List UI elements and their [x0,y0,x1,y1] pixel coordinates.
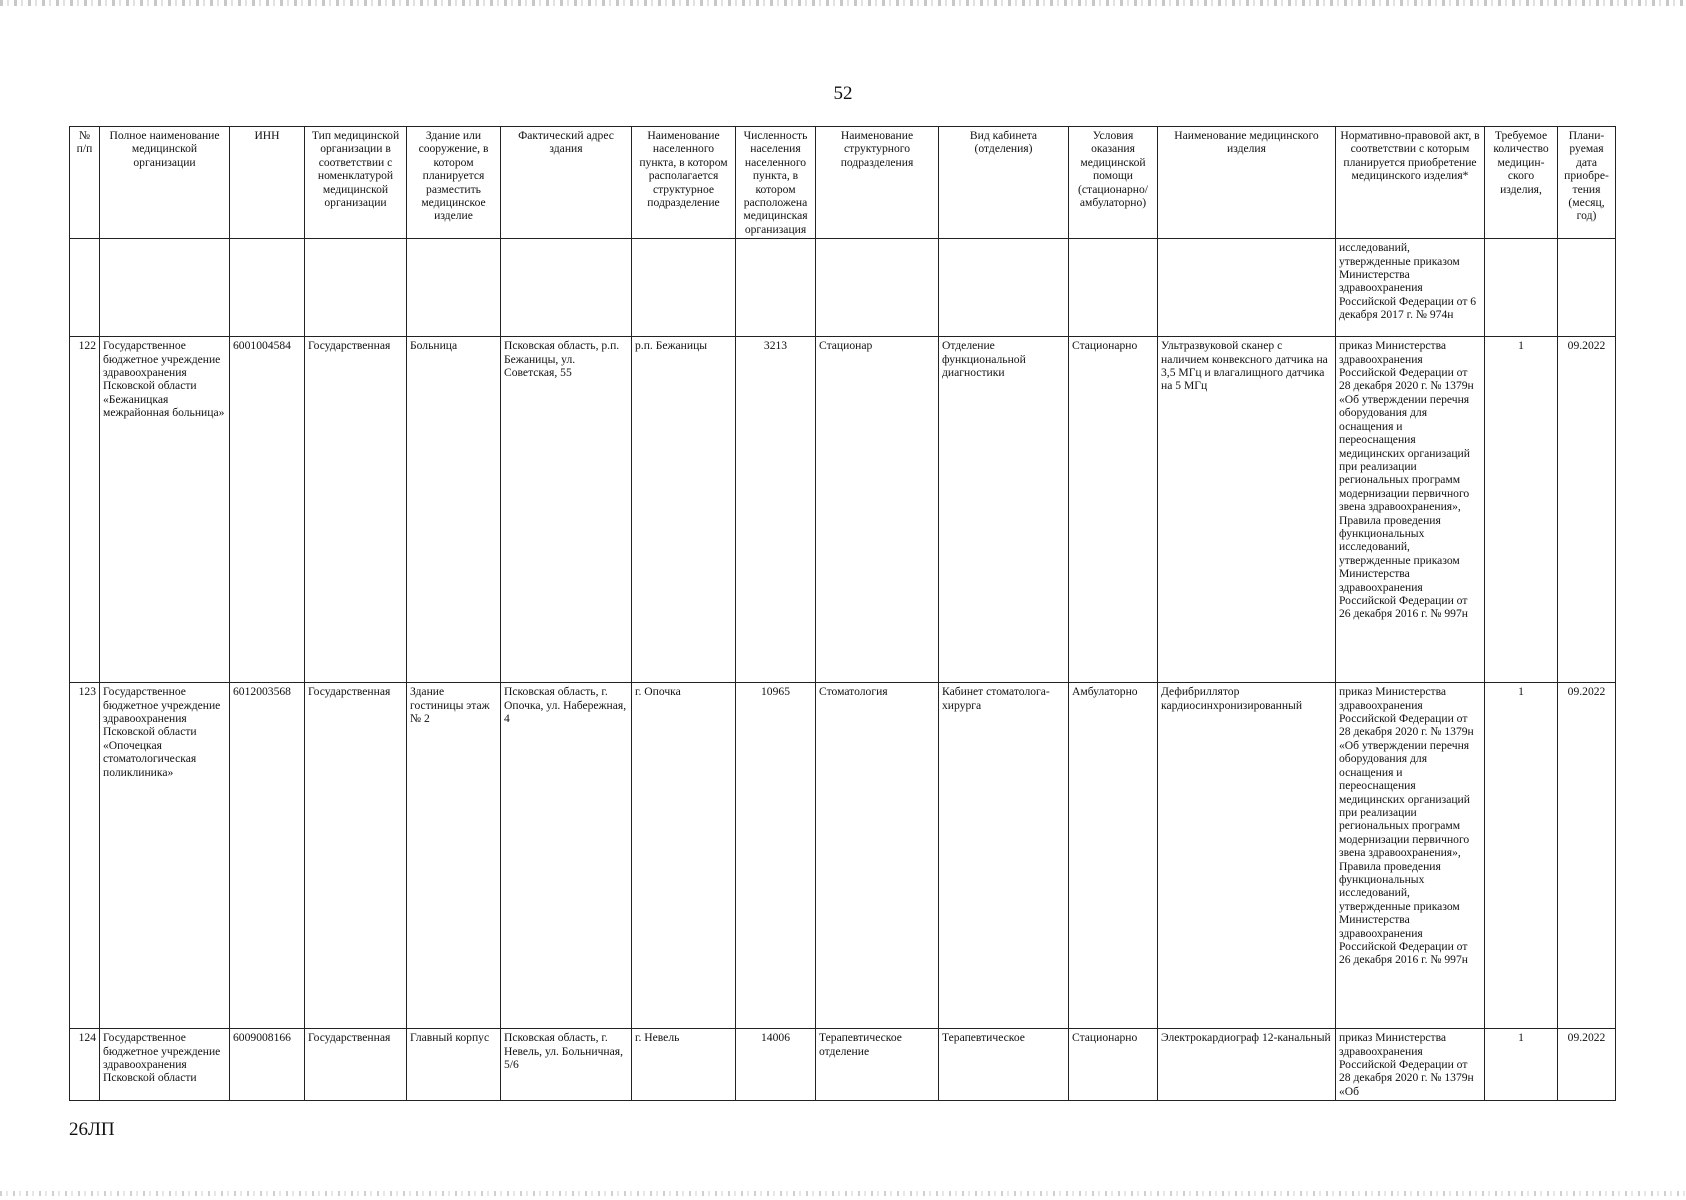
population: 10965 [736,683,816,1029]
header-cell: Наименование населенного пункта, в котором располагается структурное подразделение [632,127,736,239]
inn: 6009008166 [230,1029,305,1101]
act: приказ Министерства здравоохранения Российской Федерации от 28 декабря 2020 г. № 1379н «Об утверждении перечня оборудования для оснащения и переоснащения медицинских организаций при реализации региональных программ модернизации первичного звена здравоохранения», Правила проведения функциональных исследований, утвержденные приказом Министерства здравоохранения Российской Федерации от 26 декабря 2016 г. № 997н [1336,337,1485,683]
table-row [70,337,1616,683]
building: Здание гостиницы этаж № 2 [407,683,501,1029]
device: Электрокардиограф 12-канальный [1158,1029,1336,1101]
header-cell: Здание или сооружение, в котором планируется разместить медицинское изделие [407,127,501,239]
cabinet: Кабинет стоматолога-хирурга [939,683,1069,1029]
locality: р.п. Бежаницы [632,337,736,683]
population: 14006 [736,1029,816,1101]
header-cell: Наименование структурного подразделения [816,127,939,239]
header-cell: Тип медицинской организации в соответствии с номенклатурой медицинской организации [305,127,407,239]
inn: 6012003568 [230,683,305,1029]
org-type: Государственная [305,683,407,1029]
header-cell: Нормативно-правовой акт, в соответствии с которым планируется приобретение медицинского изделия* [1336,127,1485,239]
header-cell: Условия оказания медицинской помощи (стационарно/ амбулаторно) [1069,127,1158,239]
conditions: Амбулаторно [1069,683,1158,1029]
cabinet: Терапевтическое [939,1029,1069,1101]
header-cell: № п/п [70,127,100,239]
row-number: 124 [70,1029,100,1101]
page-number: 52 [833,83,853,104]
locality: г. Опочка [632,683,736,1029]
inn: 6001004584 [230,337,305,683]
unit: Терапевтическое отделение [816,1029,939,1101]
scan-edge-top [0,0,1686,6]
date: 09.2022 [1558,337,1616,683]
building: Главный корпус [407,1029,501,1101]
org-type: Государственная [305,1029,407,1101]
header-cell: Численность населения населенного пункта, в котором расположена медицинская организация [736,127,816,239]
unit: Стационар [816,337,939,683]
address: Псковская область, р.п. Бежаницы, ул. Советская, 55 [501,337,632,683]
cabinet: Отделение функциональной диагностики [939,337,1069,683]
org-name: Государственное бюджетное учреждение здравоохранения Псковской области [100,1029,230,1101]
table-row [70,1029,1616,1101]
conditions: Стационарно [1069,1029,1158,1101]
equipment-table [69,126,1616,1101]
org-name: Государственное бюджетное учреждение здравоохранения Псковской области «Опочецкая стоматологическая поликлиника» [100,683,230,1029]
scan-edge-bottom [0,1191,1686,1196]
org-type: Государственная [305,337,407,683]
unit: Стоматология [816,683,939,1029]
device: Дефибриллятор кардиосинхронизированный [1158,683,1336,1029]
address: Псковская область, г. Невель, ул. Больничная, 5/6 [501,1029,632,1101]
row-number: 122 [70,337,100,683]
conditions: Стационарно [1069,337,1158,683]
locality: г. Невель [632,1029,736,1101]
date: 09.2022 [1558,1029,1616,1101]
quantity: 1 [1485,1029,1558,1101]
header-cell: Требуемое количество медицин-ского изделия, [1485,127,1558,239]
header-cell: Плани-руемая дата приобре-тения (месяц, год) [1558,127,1616,239]
act: приказ Министерства здравоохранения Российской Федерации от 28 декабря 2020 г. № 1379н «Об утверждении перечня оборудования для оснащения и переоснащения медицинских организаций при реализации региональных программ модернизации первичного звена здравоохранения», Правила проведения функциональных исследований, утвержденные приказом Министерства здравоохранения Российской Федерации от 26 декабря 2016 г. № 997н [1336,683,1485,1029]
header-cell: Фактический адрес здания [501,127,632,239]
device: Ультразвуковой сканер с наличием конвексного датчика на 3,5 МГц и влагалищного датчика на 5 МГц [1158,337,1336,683]
header-cell: Полное наименование медицинской организации [100,127,230,239]
act: приказ Министерства здравоохранения Российской Федерации от 28 декабря 2020 г. № 1379н «Об [1336,1029,1485,1101]
address: Псковская область, г. Опочка, ул. Набережная, 4 [501,683,632,1029]
quantity: 1 [1485,683,1558,1029]
table-header-row [70,127,1616,239]
population: 3213 [736,337,816,683]
document-code: 26ЛП [69,1119,115,1140]
building: Больница [407,337,501,683]
header-cell: Вид кабинета (отделения) [939,127,1069,239]
header-cell: ИНН [230,127,305,239]
date: 09.2022 [1558,683,1616,1029]
table-row-continuation [70,239,1616,337]
row-number: 123 [70,683,100,1029]
header-cell: Наименование медицинского изделия [1158,127,1336,239]
quantity: 1 [1485,337,1558,683]
act-cell: исследований, утвержденные приказом Министерства здравоохранения Российской Федерации от 6 декабря 2017 г. № 974н [1336,239,1485,337]
org-name: Государственное бюджетное учреждение здравоохранения Псковской области «Бежаницкая межрайонная больница» [100,337,230,683]
table-row [70,683,1616,1029]
